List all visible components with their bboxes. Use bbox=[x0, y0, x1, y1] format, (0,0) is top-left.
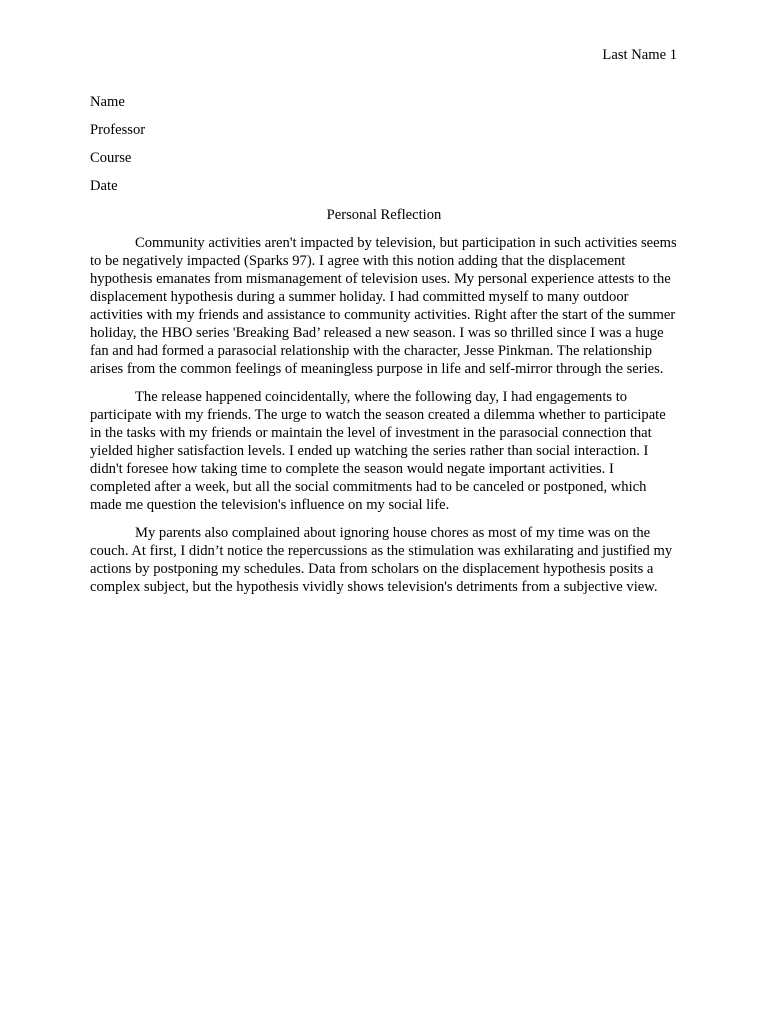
heading-info-block bbox=[90, 93, 145, 205]
paragraph: My parents also complained about ignoring house chores as most of my time was on the couch. At first, I didn’t notice the repercussions as the stimulation was exhilarating and justified my actions by postponing my schedules. Data from scholars on the displacement hypothesis posits a complex subject, but the hypothesis vividly shows television's detriments from a subjective view. bbox=[90, 525, 673, 595]
running-head: Last Name 1 bbox=[602, 47, 677, 63]
body-text bbox=[90, 234, 678, 606]
paragraph: Community activities aren't impacted by television, but participation in such activities seems to be negatively impacted (Sparks 97). I agree with this notion adding that the displacement hypothesis emanates from mismanagement of television uses. My personal experience attests to the displacement hypothesis during a summer holiday. I had committed myself to many outdoor activities with my friends and assistance to community activities. Right after the start of the summer holiday, the HBO series 'Breaking Bad’ released a new season. I was so thrilled since I was a huge fan and had formed a parasocial relationship with the character, Jesse Pinkman. The relationship arises from the common feelings of meaningless purpose in life and self-mirror through the series. bbox=[90, 235, 677, 377]
document-title: Personal Reflection bbox=[326, 207, 442, 223]
date: Date bbox=[90, 178, 118, 194]
professor-name: Professor bbox=[90, 122, 146, 138]
student-name: Name bbox=[90, 94, 125, 110]
paragraph: The release happened coincidentally, where the following day, I had engagements to participate with my friends. The urge to watch the season created a dilemma whether to participate in the tasks with my friends or maintain the level of investment in the parasocial connection that yielded higher satisfaction levels. I ended up watching the series rather than social interaction. I didn't foresee how taking time to complete the season would negate important activities. I completed after a week, but all the social commitments had to be canceled or postponed, which made me question the television's influence on my social life. bbox=[90, 389, 666, 513]
course-name: Course bbox=[90, 150, 132, 166]
